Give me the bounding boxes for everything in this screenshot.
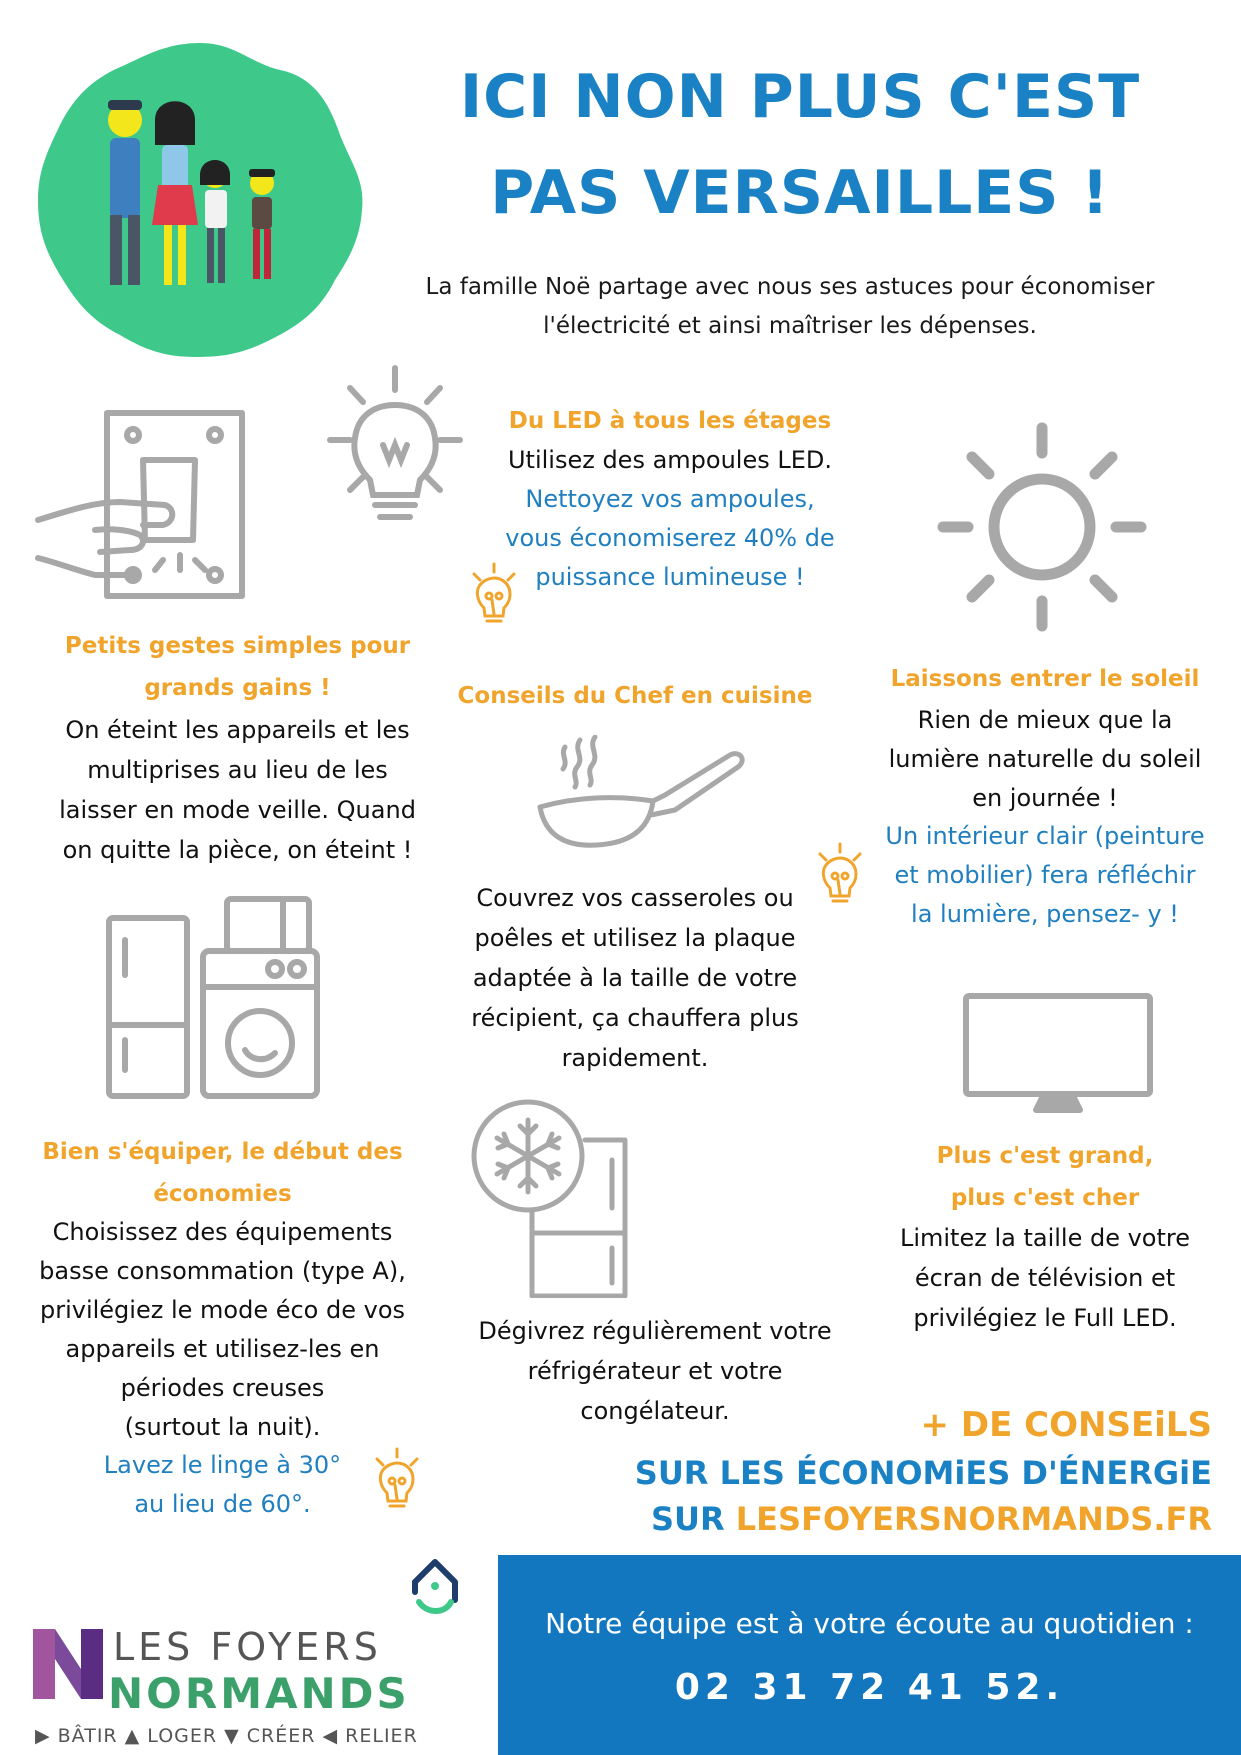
tip-degivrer-line-2: réfrigérateur et votre [527, 1357, 783, 1385]
tip-equiper-blue-1: Lavez le linge à 30° [103, 1451, 342, 1479]
tip-gestes-line-1: On éteint les appareils et les [65, 716, 410, 744]
page-title-line-2: PAS VERSAILLES ! [490, 158, 1110, 228]
tip-chef-line-2: poêles et utilisez la plaque [474, 924, 796, 952]
tip-equiper-heading-1: Bien s'équiper, le début des [42, 1139, 403, 1165]
frying-pan-icon [535, 735, 745, 855]
tip-soleil-blue-2: et mobilier) fera réfléchir [894, 861, 1196, 889]
tip-degivrer-line-1: Dégivrez régulièrement votre [478, 1317, 832, 1345]
intro-line-1: La famille Noë partage avec nous ses astuces pour économiser [425, 274, 1155, 300]
tip-degivrer-line-3: congélateur. [580, 1397, 730, 1425]
tip-gestes-heading-2: grands gains ! [144, 675, 331, 701]
tip-chef-line-1: Couvrez vos casseroles ou [476, 884, 794, 912]
cta-line-3 [540, 1494, 1212, 1544]
small-bulb-icon [462, 560, 522, 630]
tip-soleil-heading: Laissons entrer le soleil [890, 666, 1200, 692]
light-switch-icon [35, 410, 255, 600]
tip-led-heading: Du LED à tous les étages [508, 408, 832, 434]
television-icon [962, 992, 1154, 1114]
lightbulb-icon [325, 360, 465, 530]
tip-ecran-line-1: Limitez la taille de votre [899, 1224, 1191, 1252]
tip-gestes-line-2: multiprises au lieu de les [87, 756, 388, 784]
tip-soleil-blue-1: Un intérieur clair (peinture [885, 822, 1205, 850]
tip-equiper-line-5: périodes creuses [120, 1374, 325, 1402]
tip-soleil-blue-3: la lumière, pensez- y ! [911, 900, 1179, 928]
house-logo-icon [405, 1550, 465, 1618]
tip-gestes-line-3: laisser en mode veille. Quand [59, 796, 416, 824]
page-title-line-1: ICI NON PLUS C'EST [459, 62, 1141, 132]
logo-line-1: LES FOYERS [113, 1625, 382, 1669]
tip-soleil-line-3: en journée ! [972, 784, 1118, 812]
company-logo [33, 1615, 418, 1750]
tip-led-text: Utilisez des ampoules LED. [507, 446, 833, 474]
family-illustration [30, 35, 370, 365]
footer-text: Notre équipe est à votre écoute au quotidien : [545, 1607, 1194, 1640]
tip-equiper-line-4: appareils et utilisez-les en [65, 1335, 380, 1363]
tip-gestes-heading-1: Petits gestes simples pour [64, 633, 411, 659]
website-link[interactable]: LESFOYERSNORMANDS.FR [735, 1500, 1212, 1538]
tip-chef-line-5: rapidement. [561, 1044, 709, 1072]
tip-led-blue-3: puissance lumineuse ! [535, 563, 805, 591]
tip-gestes-line-4: on quitte la pièce, on éteint ! [62, 836, 413, 864]
tip-equiper-line-2: basse consommation (type A), [39, 1257, 406, 1285]
cta-line-3-prefix: SUR [650, 1500, 736, 1538]
tip-ecran-line-2: écran de télévision et [914, 1264, 1176, 1292]
tip-equiper-line-3: privilégiez le mode éco de vos [39, 1296, 405, 1324]
tip-led-blue-1: Nettoyez vos ampoules, [525, 485, 815, 513]
tip-chef-heading: Conseils du Chef en cuisine [457, 683, 813, 709]
tip-equiper-heading-2: économies [153, 1181, 292, 1207]
tip-soleil-line-2: lumière naturelle du soleil [888, 745, 1202, 773]
tip-ecran-line-3: privilégiez le Full LED. [913, 1304, 1177, 1332]
tip-ecran-heading-2: plus c'est cher [950, 1185, 1140, 1211]
appliances-icon [105, 895, 325, 1100]
cta-line-1: + DE CONSEiLS [920, 1405, 1212, 1445]
tip-equiper-line-6: (surtout la nuit). [124, 1413, 321, 1441]
contact-footer [498, 1555, 1241, 1755]
tip-chef-line-4: récipient, ça chauffera plus [471, 1004, 799, 1032]
tip-soleil-line-1: Rien de mieux que la [917, 706, 1173, 734]
tip-equiper-line-1: Choisissez des équipements [52, 1218, 393, 1246]
tip-equiper-blue-2: au lieu de 60°. [134, 1490, 311, 1518]
tip-chef-line-3: adaptée à la taille de votre [472, 964, 798, 992]
small-bulb-icon [365, 1445, 425, 1515]
tip-ecran-heading-1: Plus c'est grand, [936, 1143, 1154, 1169]
logo-line-2: NORMANDS [108, 1669, 410, 1718]
sun-icon [935, 420, 1150, 635]
cta-line-2: SUR LES ÉCONOMiES D'ÉNERGiE [634, 1454, 1212, 1492]
fridge-snowflake-icon [470, 1098, 630, 1298]
tip-led-blue-2: vous économiserez 40% de [505, 524, 835, 552]
intro-line-2: l'électricité et ainsi maîtriser les dépenses. [543, 313, 1037, 339]
footer-phone[interactable]: 02 31 72 41 52. [674, 1667, 1065, 1708]
logo-tagline: ▶ BÂTIR ▲ LOGER ▼ CRÉER ◀ RELIER [35, 1725, 418, 1747]
